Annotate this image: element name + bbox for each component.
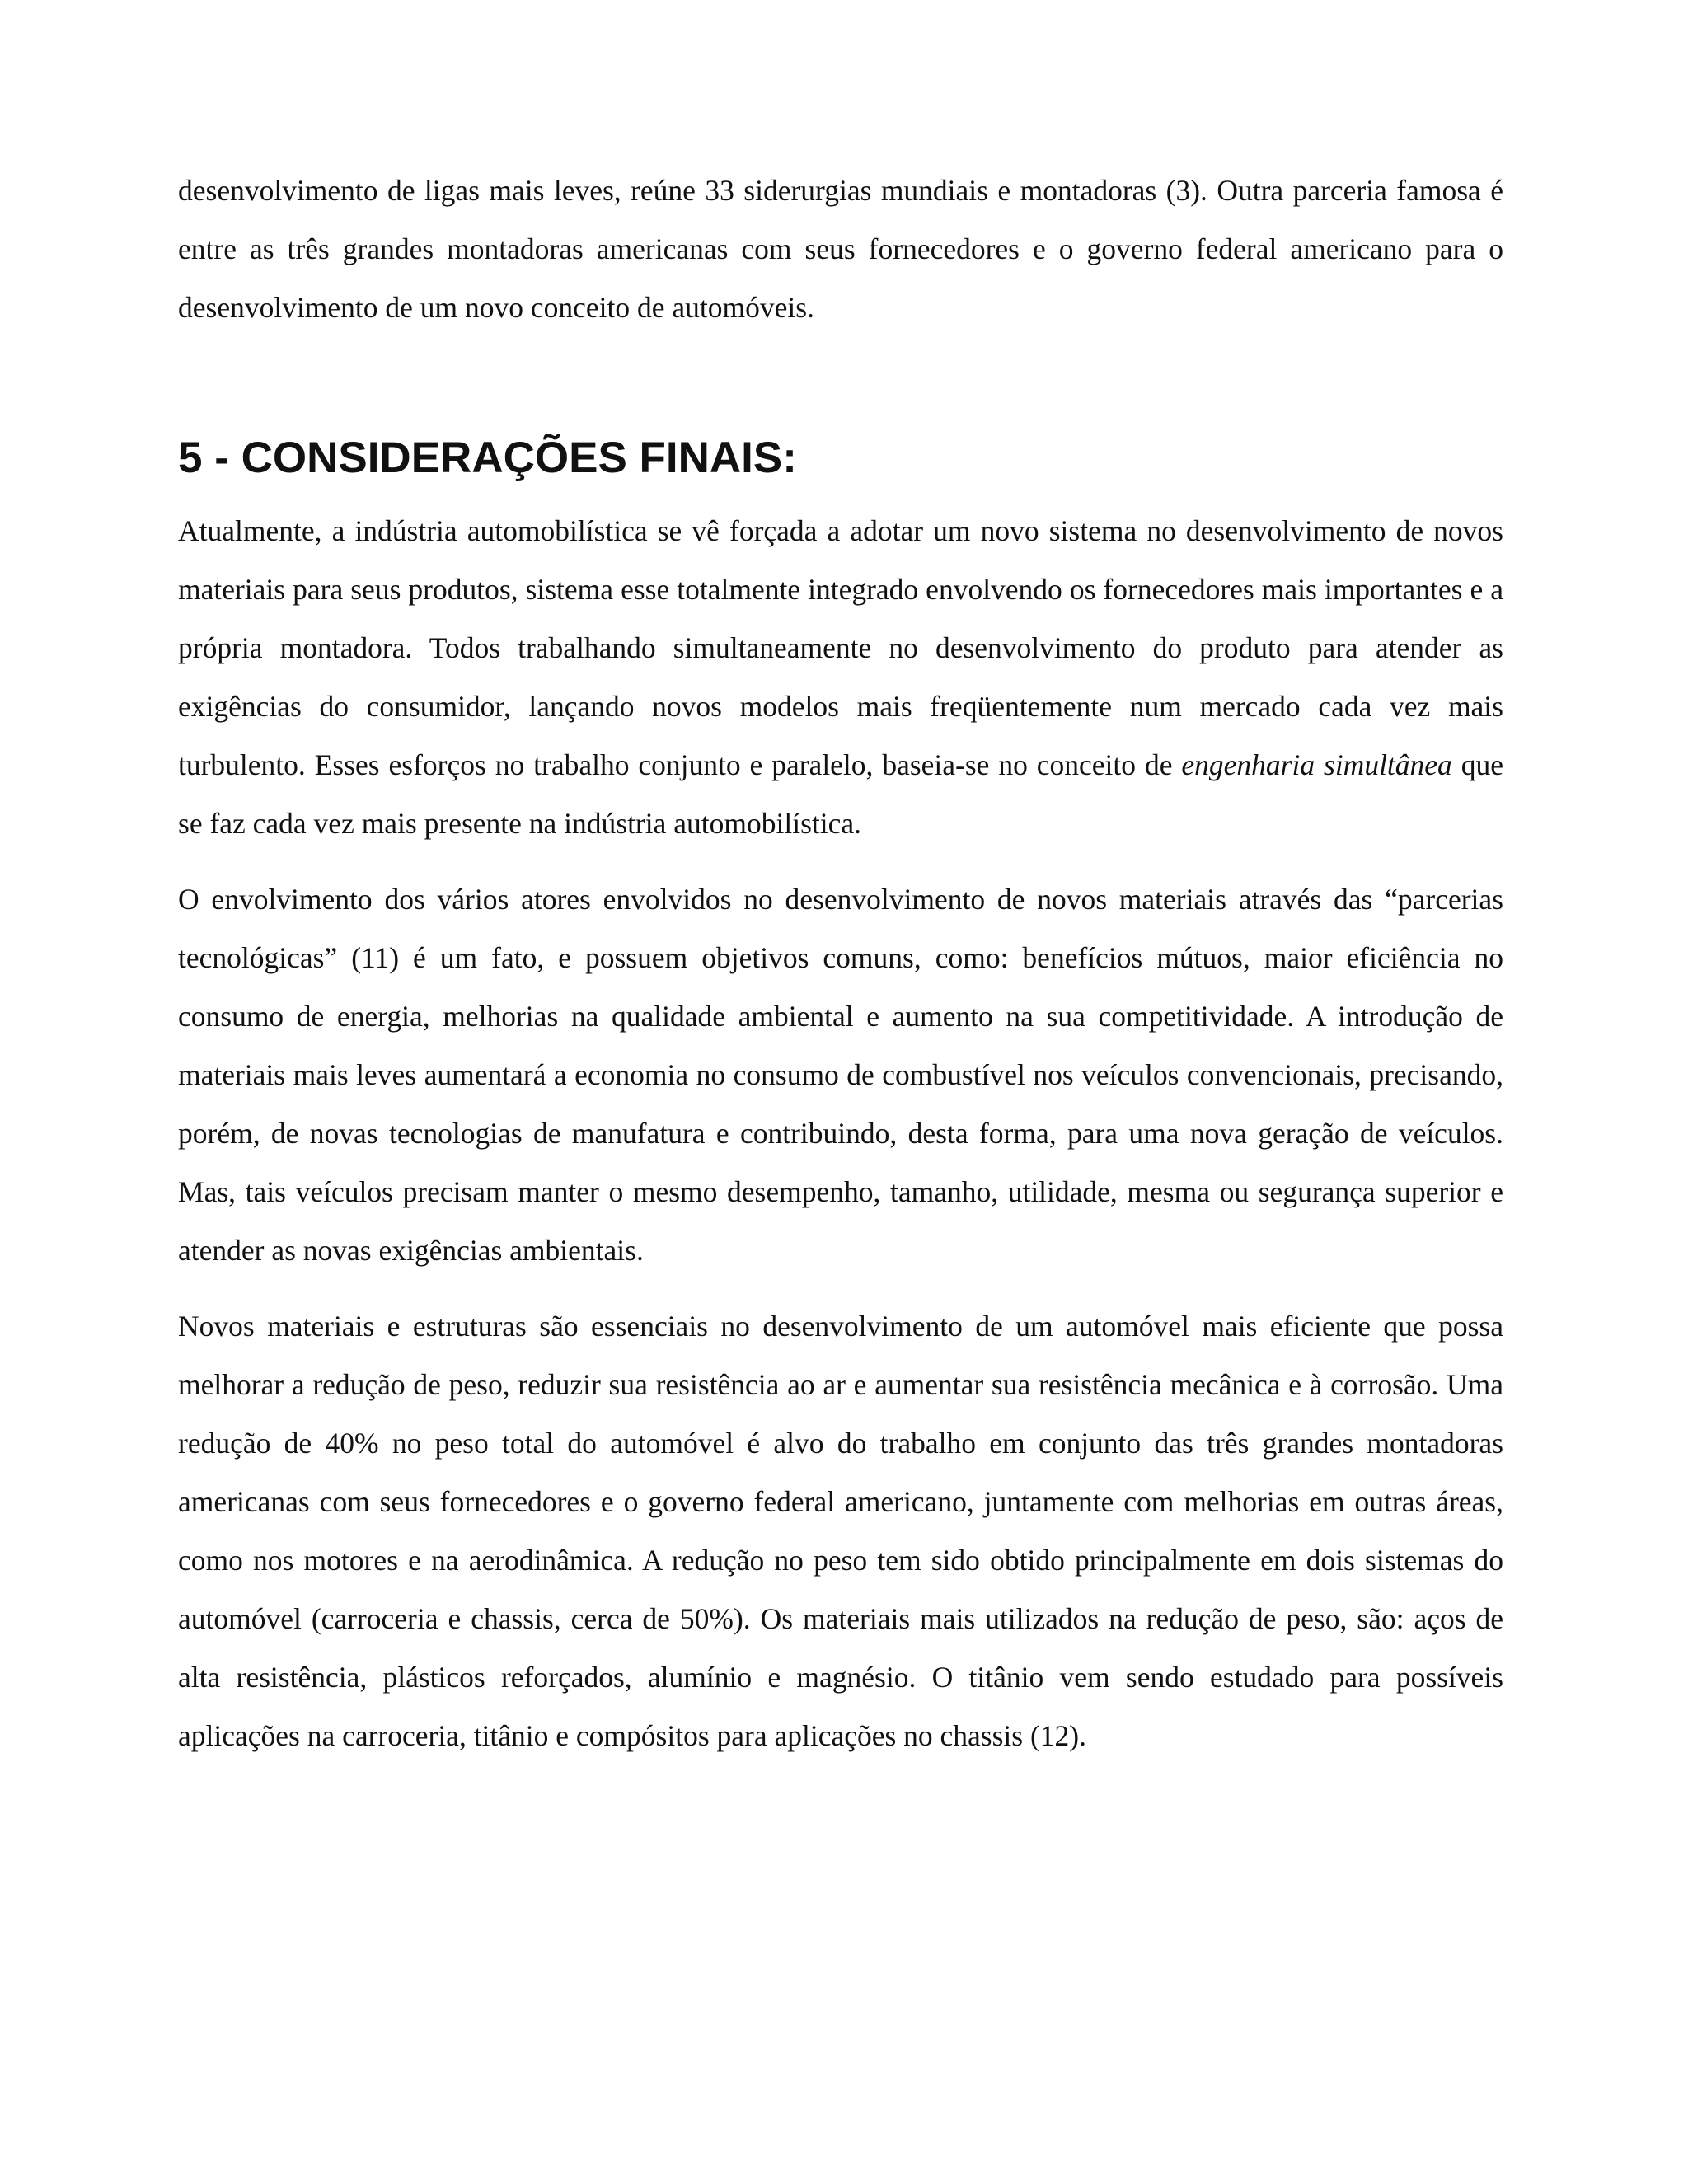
- italic-term: engenharia simultânea: [1181, 748, 1452, 781]
- section-heading: 5 - CONSIDERAÇÕES FINAIS:: [178, 434, 797, 482]
- paragraph-text-after-italic: que se faz cada vez mais presente na indústria automobilística.: [178, 748, 1503, 840]
- intro-paragraph: desenvolvimento de ligas mais leves, reúne 33 siderurgias mundiais e montadoras (3). Outra parceria famosa é entre as três grandes montadoras americanas com seus fornecedores e o governo federal americano para o desenvolvimento de um novo conceito de automóveis.: [178, 174, 1503, 324]
- page-content: [178, 162, 1503, 1765]
- body-paragraph-3: Novos materiais e estruturas são essenciais no desenvolvimento de um automóvel mais eficiente que possa melhorar a redução de peso, reduzir sua resistência ao ar e aumentar sua resistência mecânica e à corrosão. Uma redução de 40% no peso total do automóvel é alvo do trabalho em conjunto das três grandes montadoras americanas com seus fornecedores e o governo federal americano, juntamente com melhorias em outras áreas, como nos motores e na aerodinâmica. A redução no peso tem sido obtido principalmente em dois sistemas do automóvel (carroceria e chassis, cerca de 50%). Os materiais mais utilizados na redução de peso, são: aços de alta resistência, plásticos reforçados, alumínio e magnésio. O titânio vem sendo estudado para possíveis aplicações na carroceria, titânio e compósitos para aplicações no chassis (12).: [178, 1310, 1503, 1752]
- body-paragraph-1: [178, 502, 1503, 853]
- body-paragraph-2: O envolvimento dos vários atores envolvidos no desenvolvimento de novos materiais através das “parcerias tecnológicas” (11) é um fato, e possuem objetivos comuns, como: benefícios mútuos, maior eficiência no consumo de energia, melhorias na qualidade ambiental e aumento na sua competitividade. A introdução de materiais mais leves aumentará a economia no consumo de combustível nos veículos convencionais, precisando, porém, de novas tecnologias de manufatura e contribuindo, desta forma, para uma nova geração de veículos. Mas, tais veículos precisam manter o mesmo desempenho, tamanho, utilidade, mesma ou segurança superior e atender as novas exigências ambientais.: [178, 883, 1503, 1267]
- paragraph-text-before-italic: Atualmente, a indústria automobilística se vê forçada a adotar um novo sistema no desenvolvimento de novos materiais para seus produtos, sistema esse totalmente integrado envolvendo os fornecedores mais importantes e a própria montadora. Todos trabalhando simultaneamente no desenvolvimento do produto para atender as exigências do consumidor, lançando novos modelos mais freqüentemente num mercado cada vez mais turbulento. Esses esforços no trabalho conjunto e paralelo, baseia-se no conceito de: [178, 514, 1503, 781]
